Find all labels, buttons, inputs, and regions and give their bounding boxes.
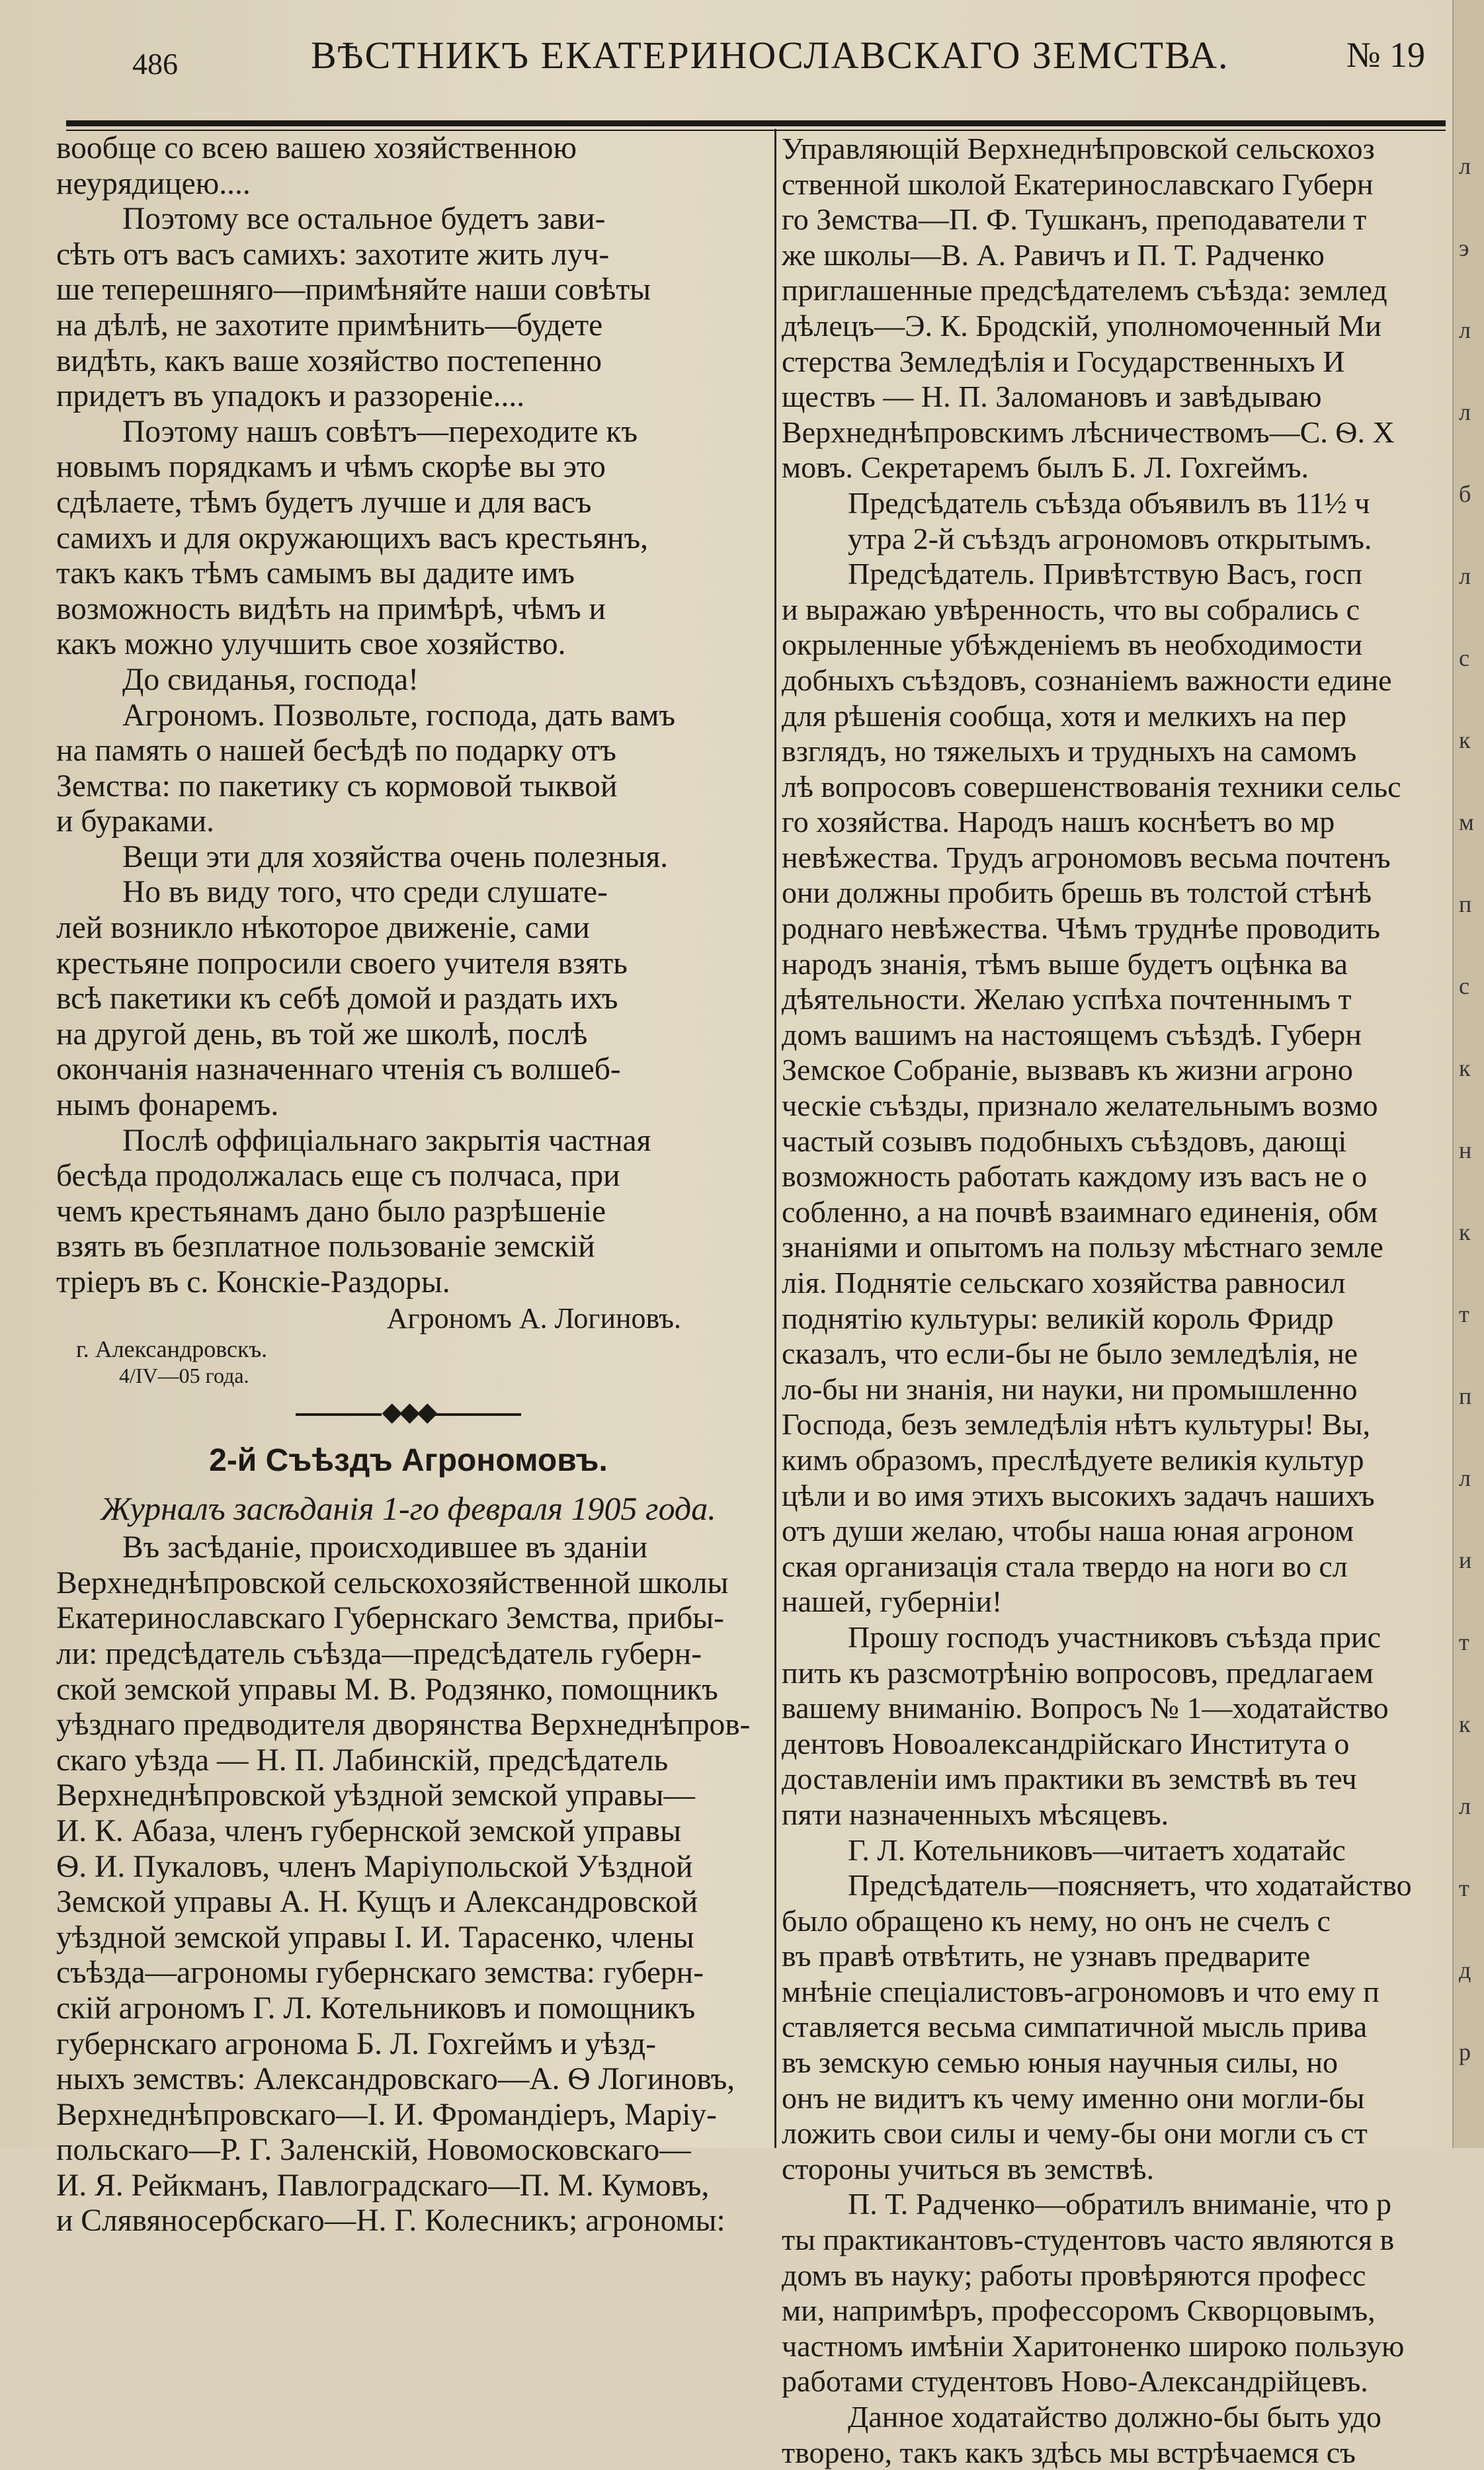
text-line: приглашенные предсѣдателемъ съѣзда: землед bbox=[782, 273, 1387, 308]
text-line: Въ засѣданіе, происходившее въ зданіи bbox=[122, 1530, 648, 1565]
text-line: неурядицею.... bbox=[56, 166, 251, 201]
text-line: уѣздной земской управы І. И. Тарасенко, члены bbox=[56, 1920, 694, 1955]
text-line: тріеръ въ с. Конскіе-Раздоры. bbox=[56, 1265, 450, 1299]
text-line: кимъ образомъ, преслѣдуете великія культур bbox=[782, 1442, 1364, 1477]
text-line: взглядъ, но тяжелыхъ и трудныхъ на самомъ bbox=[782, 734, 1357, 768]
text-line: го Земства—П. Ф. Тушканъ, преподаватели т bbox=[782, 202, 1367, 237]
text-line: стороны учиться въ земствѣ. bbox=[782, 2151, 1155, 2186]
text-line: вообще со всею вашею хозяйственною bbox=[56, 131, 577, 165]
text-line: Ѳ. И. Пукаловъ, членъ Маріупольской Уѣздной bbox=[56, 1849, 693, 1884]
adjacent-page-fragment: э bbox=[1459, 235, 1469, 261]
text-line: собленно, а на почвѣ взаимнаго единенія, обм bbox=[782, 1194, 1378, 1229]
text-line: дѣятельности. Желаю успѣха почтеннымъ т bbox=[782, 982, 1352, 1016]
text-line: въ правѣ отвѣтить, не узнавъ предварите bbox=[782, 1939, 1311, 1973]
text-line: взять въ безплатное пользованіе земскій bbox=[56, 1229, 595, 1264]
adjacent-page-fragment: к bbox=[1459, 1055, 1471, 1081]
text-line: сдѣлаете, тѣмъ будетъ лучше и для васъ bbox=[56, 485, 592, 520]
text-line: ли: предсѣдатель съѣзда—предсѣдатель губерн- bbox=[56, 1636, 702, 1671]
text-line: и бураками. bbox=[56, 804, 215, 839]
column-divider bbox=[774, 129, 776, 2148]
adjacent-page-fragment: т bbox=[1459, 1629, 1469, 1655]
text-line: лей возникло нѣкоторое движеніе, сами bbox=[56, 911, 590, 946]
text-line: Прошу господъ участниковъ съѣзда прис bbox=[848, 1620, 1381, 1654]
text-line: ская организація стала твердо на ноги во сл bbox=[782, 1549, 1348, 1583]
text-line: на память о нашей бесѣдѣ по подарку отъ bbox=[56, 733, 616, 768]
text-line: мовъ. Секретаремъ былъ Б. Л. Гохгеймъ. bbox=[782, 450, 1309, 485]
text-line: мнѣніе спеціалистовъ-агрономовъ и что ему п bbox=[782, 1974, 1380, 2008]
text-line: было обращено къ нему, но онъ не счелъ с bbox=[782, 1903, 1331, 1938]
text-line: Екатеринославскаго Губернскаго Земства, прибы- bbox=[56, 1601, 724, 1636]
text-line: знаніями и опытомъ на пользу мѣстнаго земле bbox=[782, 1230, 1383, 1264]
text-line: возможность работать каждому изъ васъ не о bbox=[782, 1159, 1368, 1194]
adjacent-page-fragment: к bbox=[1459, 727, 1471, 753]
text-line: уѣзднаго предводителя дворянства Верхнеднѣпров- bbox=[56, 1708, 751, 1743]
text-line: и выражаю увѣренность, что вы собрались с bbox=[782, 592, 1360, 626]
issue-number: № 19 bbox=[1346, 35, 1426, 75]
text-line: добныхъ съѣздовъ, сознаніемъ важности едине bbox=[782, 663, 1392, 697]
adjacent-page-fragment: д bbox=[1459, 1957, 1471, 1983]
text-line: крестьяне попросили своего учителя взять bbox=[56, 946, 628, 981]
text-line: домъ въ науку; работы провѣряются професс bbox=[782, 2258, 1366, 2292]
text-line: поднятію культуры: великій король Фридр bbox=[782, 1301, 1334, 1335]
text-line: польскаго—Р. Г. Заленскій, Новомосковскаго— bbox=[56, 2133, 691, 2168]
text-line: Верхнеднѣпровскаго—І. И. Фромандіеръ, Маріу- bbox=[56, 2097, 717, 2132]
text-line: народъ знанія, тѣмъ выше будетъ оцѣнка ва bbox=[782, 946, 1348, 981]
text-line: придетъ въ упадокъ и раззореніе.... bbox=[56, 379, 525, 414]
text-line: Верхнеднѣпровской уѣздной земской управы— bbox=[56, 1778, 696, 1813]
text-line: скій агрономъ Г. Л. Котельниковъ и помощникъ bbox=[56, 1991, 696, 2026]
adjacent-page-fragment: п bbox=[1459, 1383, 1472, 1409]
text-line: Земское Собраніе, вызвавъ къ жизни агроно bbox=[782, 1053, 1353, 1087]
section-ornament: ◆◆◆ bbox=[56, 1389, 761, 1435]
text-line: скаго уѣзда — Н. П. Лабинскій, предсѣдатель bbox=[56, 1743, 669, 1778]
text-line: И. К. Абаза, членъ губернской земской управы bbox=[56, 1813, 681, 1848]
adjacent-page-fragment: л bbox=[1459, 153, 1471, 179]
text-line: Предсѣдатель. Привѣтствую Васъ, госп bbox=[848, 557, 1362, 591]
text-line: Послѣ оффиціальнаго закрытія частная bbox=[122, 1123, 651, 1158]
text-line: сѣть отъ васъ самихъ: захотите жить луч- bbox=[56, 237, 610, 272]
text-line: невѣжества. Трудъ агрономовъ весьма почтенъ bbox=[782, 840, 1391, 874]
text-line: на дѣлѣ, не захотите примѣнить—будете bbox=[56, 308, 603, 343]
text-line: доставленіи имъ практики въ земствѣ въ теч bbox=[782, 1762, 1357, 1796]
text-line: сказалъ, что если-бы не было земледѣлія, не bbox=[782, 1337, 1358, 1371]
text-line: отъ души желаю, чтобы наша юная агроном bbox=[782, 1514, 1354, 1548]
journal-title: ВѢСТНИКЪ ЕКАТЕРИНОСЛАВСКАГО ЗЕМСТВА. bbox=[311, 34, 1229, 77]
adjacent-page-fragment: л bbox=[1459, 563, 1471, 589]
text-line: бесѣда продолжалась еще съ полчаса, при bbox=[56, 1159, 620, 1194]
text-line: ставляется весьма симпатичной мысль прива bbox=[782, 2010, 1368, 2044]
text-line: онъ не видитъ къ чему именно они могли-бы bbox=[782, 2080, 1365, 2115]
adjacent-page-fragment: к bbox=[1459, 1219, 1471, 1245]
right-column bbox=[782, 131, 1452, 2470]
text-line: съѣзда—агрономы губернскаго земства: губерн- bbox=[56, 1955, 704, 1991]
text-line: роднаго невѣжества. Чѣмъ труднѣе проводить bbox=[782, 911, 1380, 946]
text-line: До свиданья, господа! bbox=[122, 662, 419, 697]
text-line: ты практикантовъ-студентовъ часто являются в bbox=[782, 2223, 1395, 2257]
text-line: дентовъ Новоалександрійскаго Института о bbox=[782, 1726, 1350, 1760]
text-line: же школы—В. А. Равичъ и П. Т. Радченко bbox=[782, 237, 1325, 272]
text-line: утра 2-й съѣздъ агрономовъ открытымъ. bbox=[848, 521, 1372, 556]
text-line: пяти назначенныхъ мѣсяцевъ. bbox=[782, 1797, 1169, 1831]
text-line: дѣлецъ—Э. К. Бродскій, уполномоченный Ми bbox=[782, 308, 1381, 343]
adjacent-page-fragment: л bbox=[1459, 1465, 1471, 1491]
text-line: ми, напримѣръ, профессоромъ Скворцовымъ, bbox=[782, 2293, 1376, 2328]
text-line: Но въ виду того, что среди слушате- bbox=[122, 875, 608, 910]
adjacent-page-fragment: с bbox=[1459, 973, 1469, 999]
text-line: для рѣшенія сообща, хотя и мелкихъ на пер bbox=[782, 698, 1347, 733]
text-line: домъ вашимъ на настоящемъ съѣздѣ. Губерн bbox=[782, 1017, 1362, 1051]
text-line: стерства Земледѣлія и Государственныхъ И bbox=[782, 344, 1345, 378]
text-line: го хозяйства. Народъ нашъ коснѣетъ во мр bbox=[782, 805, 1335, 839]
text-line: Поэтому нашъ совѣтъ—переходите къ bbox=[122, 414, 638, 449]
text-line: ло-бы ни знанія, ни науки, ни промышленно bbox=[782, 1372, 1358, 1406]
text-line: ственной школой Екатеринославскаго Губерн bbox=[782, 167, 1374, 201]
left-column bbox=[56, 131, 761, 2239]
signature: Агрономъ А. Логиновъ. bbox=[386, 1301, 681, 1335]
text-line: П. Т. Радченко—обратилъ вниманіе, что р bbox=[848, 2187, 1392, 2221]
text-line: И. Я. Рейкманъ, Павлоградскаго—П. М. Кумовъ, bbox=[56, 2168, 710, 2203]
page-number: 486 bbox=[132, 47, 178, 81]
text-line: частый созывъ подобныхъ съѣздовъ, дающі bbox=[782, 1124, 1347, 1158]
text-line: лія. Поднятіе сельскаго хозяйства равносил bbox=[782, 1266, 1346, 1299]
adjacent-page-fragment: п bbox=[1459, 891, 1472, 917]
text-line: Данное ходатайство должно-бы быть удо bbox=[848, 2400, 1381, 2434]
text-line: Верхнеднѣпровской сельскохозяйственной школы bbox=[56, 1565, 729, 1600]
text-line: Вещи эти для хозяйства очень полезныя. bbox=[122, 839, 669, 874]
text-line: губернскаго агронома Б. Л. Гохгеймъ и уѣзд- bbox=[56, 2026, 657, 2061]
text-line: окрыленные убѣжденіемъ въ необходимости bbox=[782, 628, 1363, 662]
text-line: вашему вниманію. Вопросъ № 1—ходатайство bbox=[782, 1691, 1389, 1725]
text-line: нымъ фонаремъ. bbox=[56, 1088, 279, 1123]
text-line: видѣть, какъ ваше хозяйство постепенно bbox=[56, 343, 602, 378]
text-line: Земской управы А. Н. Кущъ и Александровской bbox=[56, 1885, 698, 1920]
adjacent-page-fragment: н bbox=[1459, 1137, 1472, 1163]
text-line: Поэтому все остальное будетъ зави- bbox=[122, 202, 606, 237]
text-line: Господа, безъ земледѣлія нѣтъ культуры! Вы, bbox=[782, 1407, 1371, 1442]
text-line: пить къ разсмотрѣнію вопросовъ, предлагаем bbox=[782, 1655, 1374, 1690]
text-line: Верхнеднѣпровскимъ лѣсничествомъ—С. Ѳ. Х bbox=[782, 415, 1395, 449]
text-line: возможность видѣть на примѣрѣ, чѣмъ и bbox=[56, 591, 606, 626]
text-line: частномъ имѣніи Харитоненко широко пользую bbox=[782, 2328, 1405, 2363]
adjacent-page-fragment: и bbox=[1459, 1547, 1472, 1573]
page-header bbox=[132, 26, 1428, 79]
text-line: они должны пробить брешь въ толстой стѣнѣ bbox=[782, 876, 1372, 910]
adjacent-page-fragment: т bbox=[1459, 1875, 1469, 1901]
text-line: ныхъ земствъ: Александровскаго—А. Ѳ Логиновъ, bbox=[56, 2062, 735, 2097]
section-title: 2-й Съѣздъ Агрономовъ. bbox=[209, 1443, 608, 1479]
text-line: Управляющій Верхнеднѣпровской сельскохоз bbox=[782, 132, 1375, 165]
header-rule bbox=[66, 120, 1446, 126]
adjacent-page-fragment: л bbox=[1459, 317, 1471, 343]
text-line: нашей, губерніи! bbox=[782, 1585, 1003, 1619]
text-line: Земства: по пакетику съ кормовой тыквой bbox=[56, 768, 618, 803]
text-line: ческіе съѣзды, признало желательнымъ возмо bbox=[782, 1089, 1378, 1123]
text-line: Агрономъ. Позвольте, господа, дать вамъ bbox=[122, 698, 676, 733]
adjacent-page-fragment: б bbox=[1459, 481, 1471, 507]
adjacent-page-fragment: л bbox=[1459, 399, 1471, 425]
text-line: какъ можно улучшить свое хозяйство. bbox=[56, 627, 566, 662]
text-line: и Слявяносербскаго—Н. Г. Колесникъ; агрономы: bbox=[56, 2203, 725, 2239]
adjacent-page-edge bbox=[1452, 0, 1484, 2148]
text-line: чемъ крестьянамъ дано было разрѣшеніе bbox=[56, 1194, 606, 1229]
text-line: новымъ порядкамъ и чѣмъ скорѣе вы это bbox=[56, 450, 606, 485]
text-line: на другой день, въ той же школѣ, послѣ bbox=[56, 1016, 588, 1051]
text-line: въ земскую семью юныя научныя силы, но bbox=[782, 2045, 1338, 2080]
adjacent-page-fragment: к bbox=[1459, 1711, 1471, 1737]
text-line: ложить свои силы и чему-бы они могли съ ст bbox=[782, 2116, 1368, 2151]
adjacent-page-fragment: т bbox=[1459, 1301, 1469, 1327]
date-line: 4/IV—05 года. bbox=[119, 1364, 249, 1388]
place-line: г. Александровскъ. bbox=[76, 1336, 268, 1363]
adjacent-page-fragment: р bbox=[1459, 2039, 1471, 2065]
text-line: творено, такъ какъ здѣсь мы встрѣчаемся съ bbox=[782, 2435, 1356, 2469]
text-line: ше теперешняго—примѣняйте наши совѣты bbox=[56, 272, 651, 308]
text-line: самихъ и для окружающихъ васъ крестьянъ, bbox=[56, 520, 649, 556]
adjacent-page-fragment: м bbox=[1459, 809, 1474, 835]
text-line: окончанія назначеннаго чтенія съ волшеб- bbox=[56, 1052, 621, 1087]
text-line: такъ какъ тѣмъ самымъ вы дадите имъ bbox=[56, 556, 575, 591]
text-line: ской земской управы М. В. Родзянко, помощникъ bbox=[56, 1672, 718, 1707]
text-line: Предсѣдатель—поясняетъ, что ходатайство bbox=[848, 1868, 1412, 1903]
text-line: всѣ пакетики къ себѣ домой и раздать ихъ bbox=[56, 981, 618, 1016]
adjacent-page-fragment: с bbox=[1459, 645, 1469, 671]
journal-heading: Журналъ засѣданія 1-го февраля 1905 года. bbox=[101, 1490, 716, 1528]
text-line: Предсѣдатель съѣзда объявилъ въ 11½ ч bbox=[848, 485, 1370, 520]
text-line: Г. Л. Котельниковъ—читаетъ ходатайс bbox=[848, 1832, 1346, 1867]
text-line: работами студентовъ Ново-Александрійцевъ. bbox=[782, 2364, 1368, 2399]
text-line: цѣли и во имя этихъ высокихъ задачъ нашихъ bbox=[782, 1478, 1375, 1512]
adjacent-page-fragment: л bbox=[1459, 1793, 1471, 1819]
text-line: лѣ вопросовъ совершенствованія техники сельс bbox=[782, 769, 1401, 803]
text-line: ществъ — Н. П. Заломановъ и завѣдываю bbox=[782, 380, 1322, 414]
